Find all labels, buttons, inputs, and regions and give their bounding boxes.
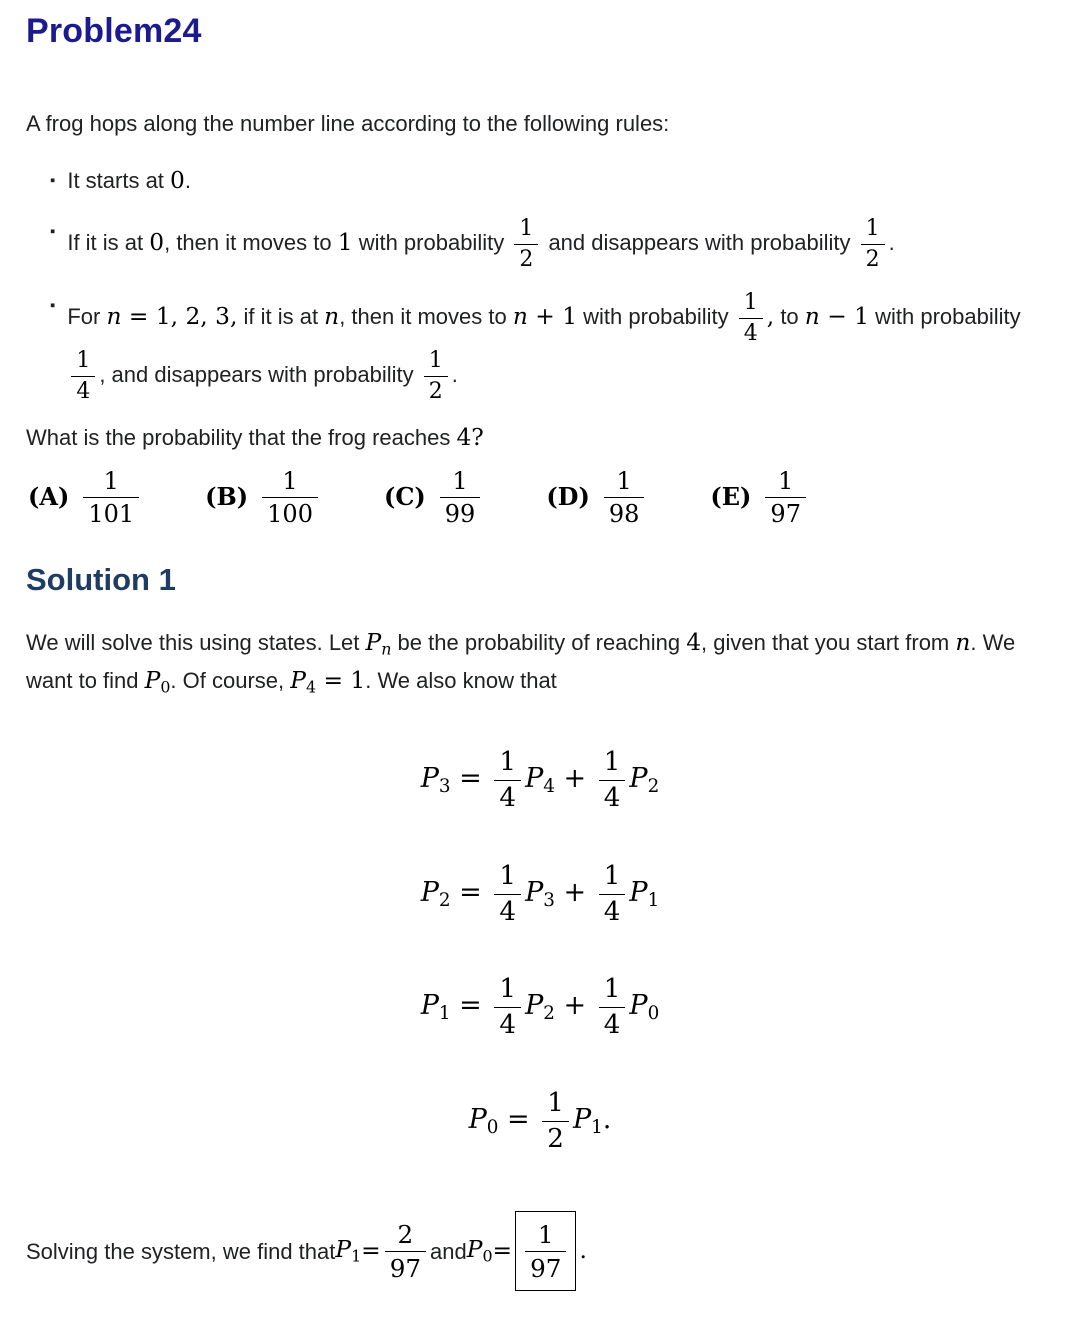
math-subscripted-symbol — [420, 990, 451, 1025]
fraction — [424, 347, 448, 405]
math-subscripted-symbol — [572, 1104, 603, 1139]
fraction-numerator: 2 — [385, 1219, 426, 1252]
equation — [26, 746, 1054, 814]
bullet-square-icon: ▪ — [50, 296, 56, 314]
choice-item — [205, 466, 322, 529]
text-run: . — [451, 361, 458, 387]
math-subscript: 1 — [591, 1117, 603, 1139]
fraction — [71, 347, 95, 405]
text-run: What is the probability that the frog reaches — [26, 424, 457, 450]
math-subscripted-symbol — [420, 762, 451, 798]
math-base: P — [365, 629, 382, 657]
math-variable: n — [324, 302, 340, 330]
fraction-denominator: 2 — [547, 1124, 564, 1155]
math-subscript: n — [381, 639, 392, 659]
answer-choices — [28, 466, 1054, 529]
text-run: We will solve this using states. Let — [26, 630, 366, 656]
math-variable: n — [955, 629, 971, 657]
math-run: = — [492, 1236, 513, 1264]
math-subscripted-symbol — [629, 990, 660, 1025]
math-run: + — [554, 876, 595, 908]
fraction-numerator: 1 — [599, 746, 626, 781]
fraction-numerator: 1 — [599, 973, 626, 1008]
text-run: A frog hops along the number line according to the following rules: — [26, 111, 670, 136]
text-run: and disappears with probability — [542, 229, 857, 255]
rule-text — [67, 164, 1054, 199]
math-subscripted-symbol — [365, 629, 392, 659]
choice-item — [710, 466, 810, 529]
fraction — [83, 466, 139, 529]
choice-item — [384, 466, 484, 529]
fraction-denominator: 2 — [865, 246, 880, 272]
equation — [26, 860, 1054, 928]
fraction — [861, 215, 885, 273]
math-base: P — [144, 667, 161, 695]
fraction — [494, 973, 521, 1041]
math-base: P — [466, 1236, 483, 1264]
math-run: = — [450, 990, 491, 1022]
rule-item — [50, 164, 1054, 199]
math-run: . — [602, 1104, 612, 1136]
math-subscript: 0 — [486, 1117, 499, 1139]
math-subscripted-symbol — [525, 876, 555, 911]
fraction-denominator: 4 — [76, 378, 91, 404]
equation — [26, 1087, 1054, 1155]
math-subscript: 1 — [351, 1246, 362, 1266]
math-base: P — [629, 876, 648, 908]
page-title: Problem24 — [26, 12, 202, 50]
math-subscript: 1 — [647, 889, 660, 911]
fraction-denominator: 100 — [267, 499, 313, 528]
math-subscripted-symbol — [467, 1233, 493, 1268]
rules-list — [26, 164, 1054, 405]
problem-intro — [26, 107, 1054, 140]
math-subscripted-symbol — [468, 1104, 499, 1139]
fraction-numerator: 1 — [494, 973, 521, 1008]
choice-item — [546, 466, 648, 529]
fraction — [494, 746, 521, 814]
math-subscripted-symbol — [629, 762, 660, 798]
rule-text — [67, 215, 1054, 273]
fraction-numerator: 1 — [542, 1087, 569, 1122]
fraction-denominator: 2 — [519, 246, 534, 272]
rule-item — [50, 289, 1054, 405]
text-run: if it is at — [237, 303, 325, 329]
math-run: + 1 — [527, 302, 578, 330]
math-subscript: 2 — [438, 889, 451, 911]
fraction-numerator: 1 — [71, 347, 95, 377]
fraction-numerator: 1 — [83, 466, 139, 498]
math-run: , — [766, 302, 775, 330]
fraction-numerator: 1 — [604, 466, 645, 498]
math-run: 4? — [456, 423, 484, 451]
fraction-denominator: 97 — [389, 1254, 422, 1284]
fraction — [599, 860, 626, 928]
choice-label: (A) — [28, 482, 70, 512]
text-run: be the probability of reaching — [391, 630, 687, 656]
fraction-denominator: 99 — [444, 499, 476, 528]
math-subscripted-symbol — [335, 1233, 361, 1268]
text-run: For — [67, 303, 107, 329]
text-run: with probability — [352, 229, 511, 255]
text-run: . Of course, — [170, 668, 291, 694]
rule-item — [50, 215, 1054, 273]
text-run: , given that you start from — [701, 630, 956, 656]
choice-label: (C) — [383, 482, 426, 512]
text-run: . We want to find — [26, 630, 1016, 694]
math-subscript: 0 — [647, 1003, 660, 1025]
math-run: 0 — [149, 228, 165, 256]
fraction-numerator: 1 — [262, 466, 318, 498]
fraction — [262, 466, 318, 529]
fraction — [385, 1219, 426, 1283]
fraction-denominator: 97 — [770, 499, 801, 528]
math-base: P — [335, 1236, 352, 1264]
math-subscript: 3 — [438, 776, 451, 798]
math-base: P — [420, 990, 439, 1022]
math-run: 0 — [170, 167, 185, 194]
bullet-square-icon: ▪ — [50, 222, 56, 240]
fraction-numerator: 1 — [424, 347, 448, 377]
solution-heading: Solution 1 — [26, 562, 176, 598]
math-base: P — [629, 990, 648, 1022]
text-run: If it is at — [67, 229, 150, 255]
text-run: Solving the system, we find that — [26, 1238, 336, 1264]
text-run: . — [888, 229, 895, 255]
math-base: P — [629, 762, 648, 794]
fraction — [525, 1219, 566, 1283]
math-base: P — [525, 990, 544, 1022]
math-subscripted-symbol — [629, 876, 660, 911]
math-run: = 1, 2, 3, — [121, 302, 238, 330]
fraction-numerator: 1 — [739, 289, 763, 319]
text-run: and — [430, 1238, 467, 1264]
fraction-denominator: 98 — [608, 499, 640, 528]
math-run: = 1 — [316, 667, 366, 695]
math-subscripted-symbol — [144, 667, 171, 697]
math-run: = — [498, 1104, 539, 1136]
math-run: − 1 — [819, 302, 869, 330]
fraction — [765, 466, 806, 529]
fraction-numerator: 1 — [861, 215, 885, 245]
choice-label: (D) — [546, 482, 590, 512]
fraction-denominator: 4 — [603, 896, 621, 927]
fraction-numerator: 1 — [765, 466, 806, 498]
fraction-numerator: 1 — [525, 1219, 566, 1252]
math-subscript: 2 — [647, 776, 660, 798]
fraction-numerator: 1 — [514, 215, 538, 245]
choice-item — [28, 466, 143, 529]
math-run: = — [450, 762, 491, 794]
fraction — [440, 466, 481, 529]
fraction-denominator: 4 — [603, 1010, 621, 1041]
math-run: = — [361, 1236, 381, 1264]
text-run: . — [184, 168, 191, 193]
text-run: , then it moves to — [164, 229, 338, 255]
text-run: , and disappears with probability — [99, 361, 420, 387]
math-subscript: 3 — [543, 889, 555, 911]
choice-label: (B) — [205, 482, 249, 512]
choice-label: (E) — [710, 482, 752, 512]
math-base: P — [420, 762, 439, 794]
math-run: . — [579, 1236, 587, 1264]
fraction-denominator: 101 — [88, 499, 135, 528]
math-subscripted-symbol — [420, 876, 451, 911]
fraction-denominator: 4 — [743, 320, 758, 346]
math-subscripted-symbol — [525, 762, 555, 798]
fraction-numerator: 1 — [440, 466, 481, 498]
fraction-denominator: 2 — [428, 378, 443, 404]
math-run: + — [554, 762, 595, 794]
text-run: with probability — [577, 303, 735, 329]
fraction-numerator: 1 — [494, 746, 521, 781]
fraction-denominator: 4 — [603, 782, 621, 813]
math-subscript: 4 — [305, 677, 317, 697]
math-subscript: 0 — [482, 1246, 493, 1266]
text-run: , then it moves to — [339, 303, 513, 329]
text-run: . We also know that — [365, 668, 557, 694]
math-subscript: 1 — [438, 1003, 451, 1025]
fraction — [599, 746, 626, 814]
math-variable: n — [106, 302, 122, 330]
fraction — [739, 289, 763, 347]
fraction-numerator: 1 — [494, 860, 521, 895]
fraction — [514, 215, 538, 273]
math-subscript: 4 — [543, 776, 555, 798]
fraction — [604, 466, 645, 529]
text-run: with probability — [868, 303, 1021, 329]
math-subscript: 2 — [543, 1003, 555, 1025]
math-subscripted-symbol — [290, 667, 317, 697]
problem-question — [26, 421, 1054, 456]
math-variable: n — [804, 302, 820, 330]
math-base: P — [572, 1104, 592, 1136]
boxed-answer — [515, 1211, 576, 1291]
fraction — [599, 973, 626, 1041]
text-run: It starts at — [67, 168, 171, 193]
math-base: P — [525, 876, 544, 908]
equation — [26, 973, 1054, 1041]
text-run: to — [774, 303, 805, 329]
fraction-denominator: 4 — [499, 1010, 517, 1041]
fraction-denominator: 4 — [499, 782, 517, 813]
fraction — [494, 860, 521, 928]
math-run: = — [450, 876, 491, 908]
math-variable: n — [512, 302, 528, 330]
solution-paragraph — [26, 624, 1054, 700]
math-base: P — [290, 667, 306, 695]
bullet-square-icon: ▪ — [50, 172, 56, 189]
math-base: P — [420, 876, 439, 908]
solution-closing — [26, 1211, 1054, 1291]
fraction-numerator: 1 — [599, 860, 626, 895]
math-subscripted-symbol — [525, 990, 555, 1025]
math-run: 4 — [686, 629, 702, 657]
fraction-denominator: 97 — [530, 1254, 562, 1284]
rule-text — [67, 289, 1054, 405]
math-base: P — [525, 762, 544, 794]
math-run: 1 — [337, 228, 353, 256]
math-subscript: 0 — [160, 677, 171, 697]
fraction — [542, 1087, 569, 1155]
fraction-denominator: 4 — [499, 896, 517, 927]
math-run: + — [554, 990, 595, 1022]
math-base: P — [468, 1104, 487, 1136]
